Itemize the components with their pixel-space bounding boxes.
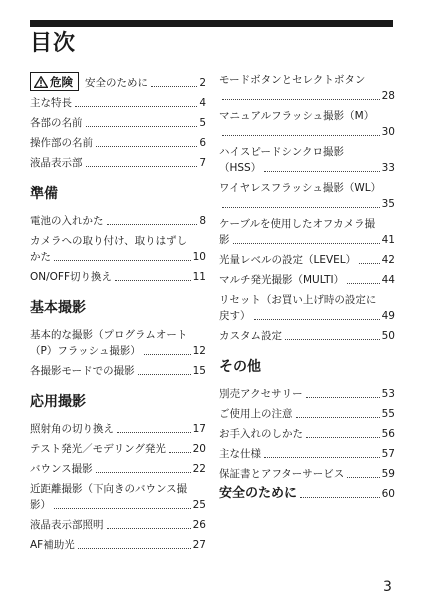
toc-entry-text: 主な仕様 [219,448,261,460]
toc-right-column [219,72,395,506]
toc-entry[interactable] [30,115,206,131]
dot-leader [86,166,198,167]
toc-page-number: 49 [381,310,395,322]
toc-entry[interactable] [219,426,395,442]
toc-entry[interactable] [219,386,395,402]
page-title: 目次 [30,31,77,56]
toc-entry[interactable] [30,95,206,111]
toc-page-number: 55 [381,408,395,420]
toc-page-number: 28 [381,90,395,102]
toc-page-number: 10 [192,251,206,263]
dot-leader [96,146,197,147]
toc-page-number: 20 [192,443,206,455]
toc-entry-text: 電池の入れかた [30,215,104,227]
dot-leader [86,126,198,127]
toc-page-number: 50 [381,330,395,342]
toc-page-number: 26 [192,519,206,531]
toc-entry-text: ON/OFF切り換え [30,271,113,283]
dot-leader [144,354,191,355]
toc-entry[interactable] [219,180,395,212]
toc-entry[interactable] [30,421,206,437]
toc-entry-text: バウンス撮影 [30,463,93,475]
toc-page-number: 11 [192,271,206,283]
toc-entry-text: AF補助光 [30,539,75,551]
dot-leader [75,106,197,107]
toc-entry-text-continued: 影 [219,234,230,246]
toc-entry-safety[interactable] [30,72,206,91]
toc-entry[interactable] [30,441,206,457]
toc-page-number: 59 [381,468,395,480]
toc-entry-text: ワイヤレスフラッシュ撮影（WL） [219,182,382,194]
toc-entry-text: カスタム設定 [219,330,282,342]
toc-page-number: 12 [192,345,206,357]
toc-entry[interactable] [219,216,395,248]
dot-leader [285,339,380,340]
toc-page-number: 6 [199,137,206,149]
toc-entry[interactable] [219,272,395,288]
toc-entry-text: ハイスピードシンクロ撮影 [219,146,345,158]
toc-left-column [30,72,206,557]
toc-entry-text: ケーブルを使用したオフカメラ撮 [219,218,376,230]
dot-leader [78,548,191,549]
dot-leader [347,477,379,478]
toc-entry-text: リセット（お買い上げ時の設定に [219,294,377,306]
toc-entry[interactable] [30,363,206,379]
toc-page-number: 53 [381,388,395,400]
toc-entry-text: 近距離撮影（下向きのバウンス撮 [30,483,188,495]
dot-leader [151,86,197,87]
toc-entry[interactable] [30,233,206,265]
toc-page-number: 33 [381,162,395,174]
toc-page-number: 15 [192,365,206,377]
dot-leader [107,528,191,529]
toc-entry-text-continued: 影） [30,499,51,511]
dot-leader [233,243,380,244]
toc-page-number: 60 [381,488,395,500]
dot-leader [107,224,198,225]
page-number: 3 [383,579,392,595]
toc-entry-text: 各部の名前 [30,117,83,129]
toc-page-number: 56 [381,428,395,440]
toc-entry-text: 照射角の切り換え [30,423,114,435]
dot-leader [347,283,379,284]
danger-badge-label: 危険 [50,74,73,89]
toc-entry-text: カメラへの取り付け、取りはずし [30,235,188,247]
toc-page-number: 4 [199,97,206,109]
toc-entry[interactable] [219,292,395,324]
dot-leader [117,432,191,433]
toc-entry[interactable] [219,108,395,140]
dot-leader [306,397,380,398]
section-heading-other: その他 [219,359,261,375]
dot-leader [96,472,191,473]
toc-entry-text: 別売アクセサリー [219,388,303,400]
dot-leader [296,417,380,418]
toc-entry-text: ご使用上の注意 [219,408,293,420]
toc-entry-text: 液晶表示部照明 [30,519,104,531]
toc-entry[interactable] [30,517,206,533]
toc-entry[interactable] [30,481,206,513]
toc-page-number: 41 [381,234,395,246]
toc-entry-text: 主な特長 [30,97,72,109]
toc-page-number: 17 [192,423,206,435]
dot-leader [264,171,379,172]
toc-page-number: 5 [199,117,206,129]
toc-entry-text: マルチ発光撮影（MULTI） [219,274,345,286]
toc-page-number: 8 [199,215,206,227]
toc-entry-text: 安全のために [85,77,148,89]
toc-entry-text: 光量レベルの設定（LEVEL） [219,254,357,266]
dot-leader [306,437,380,438]
toc-page-number: 42 [381,254,395,266]
toc-entry-text: 操作部の名前 [30,137,93,149]
toc-entry[interactable] [219,466,395,482]
dot-leader [54,260,191,261]
toc-entry[interactable] [30,327,206,359]
toc-entry[interactable] [30,213,206,229]
toc-page-number: 27 [192,539,206,551]
toc-entry-text: テスト発光／モデリング発光 [30,443,166,455]
toc-entry-text-continued: かた [30,251,51,263]
dot-leader [254,319,380,320]
toc-page-number: 7 [199,157,206,169]
toc-page-number: 44 [381,274,395,286]
toc-entry-text-continued: 戻す） [219,310,251,322]
toc-entry-text-continued: （P）フラッシュ撮影） [30,345,141,357]
dot-leader [300,497,380,498]
dot-leader [222,207,380,208]
warning-icon [34,76,48,88]
dot-leader [264,457,380,458]
toc-entry[interactable] [219,406,395,422]
toc-entry-text: 保証書とアフターサービス [219,468,345,480]
toc-entry[interactable] [30,135,206,151]
section-heading-preparation: 準備 [30,186,58,202]
toc-entry[interactable] [219,252,395,268]
toc-entry-text: 液晶表示部 [30,157,83,169]
dot-leader [222,135,380,136]
toc-page-number: 25 [192,499,206,511]
toc-entry[interactable] [219,446,395,462]
toc-page-number: 2 [199,77,206,89]
dot-leader [359,263,379,264]
toc-entry[interactable] [30,461,206,477]
section-heading-basic-shooting: 基本撮影 [30,300,86,316]
toc-entry-safety-bold[interactable] [219,486,395,502]
toc-entry-text: 基本的な撮影（プログラムオート [30,329,188,341]
toc-entry[interactable] [30,537,206,553]
toc-entry[interactable] [219,72,395,104]
section-heading-advanced-shooting: 応用撮影 [30,394,86,410]
toc-entry[interactable] [30,155,206,171]
toc-page-number: 22 [192,463,206,475]
dot-leader [115,280,191,281]
toc-page-number: 57 [381,448,395,460]
toc-page-number: 35 [381,198,395,210]
dot-leader [138,374,191,375]
toc-entry-text: 安全のために [219,486,298,501]
dot-leader [222,99,380,100]
toc-entry-text: マニュアルフラッシュ撮影（M） [219,110,375,122]
toc-entry-text-continued: （HSS） [219,162,262,174]
toc-entry[interactable] [219,144,395,176]
toc-entry-text: お手入れのしかた [219,428,303,440]
dot-leader [54,508,191,509]
toc-entry-text: 各撮影モードでの撮影 [30,365,135,377]
header-rule [30,20,393,27]
toc-entry[interactable] [30,269,206,285]
danger-badge [30,72,79,91]
toc-entry[interactable] [219,328,395,344]
toc-entry-text: モードボタンとセレクトボタン [219,74,366,86]
dot-leader [169,452,191,453]
toc-page-number: 30 [381,126,395,138]
